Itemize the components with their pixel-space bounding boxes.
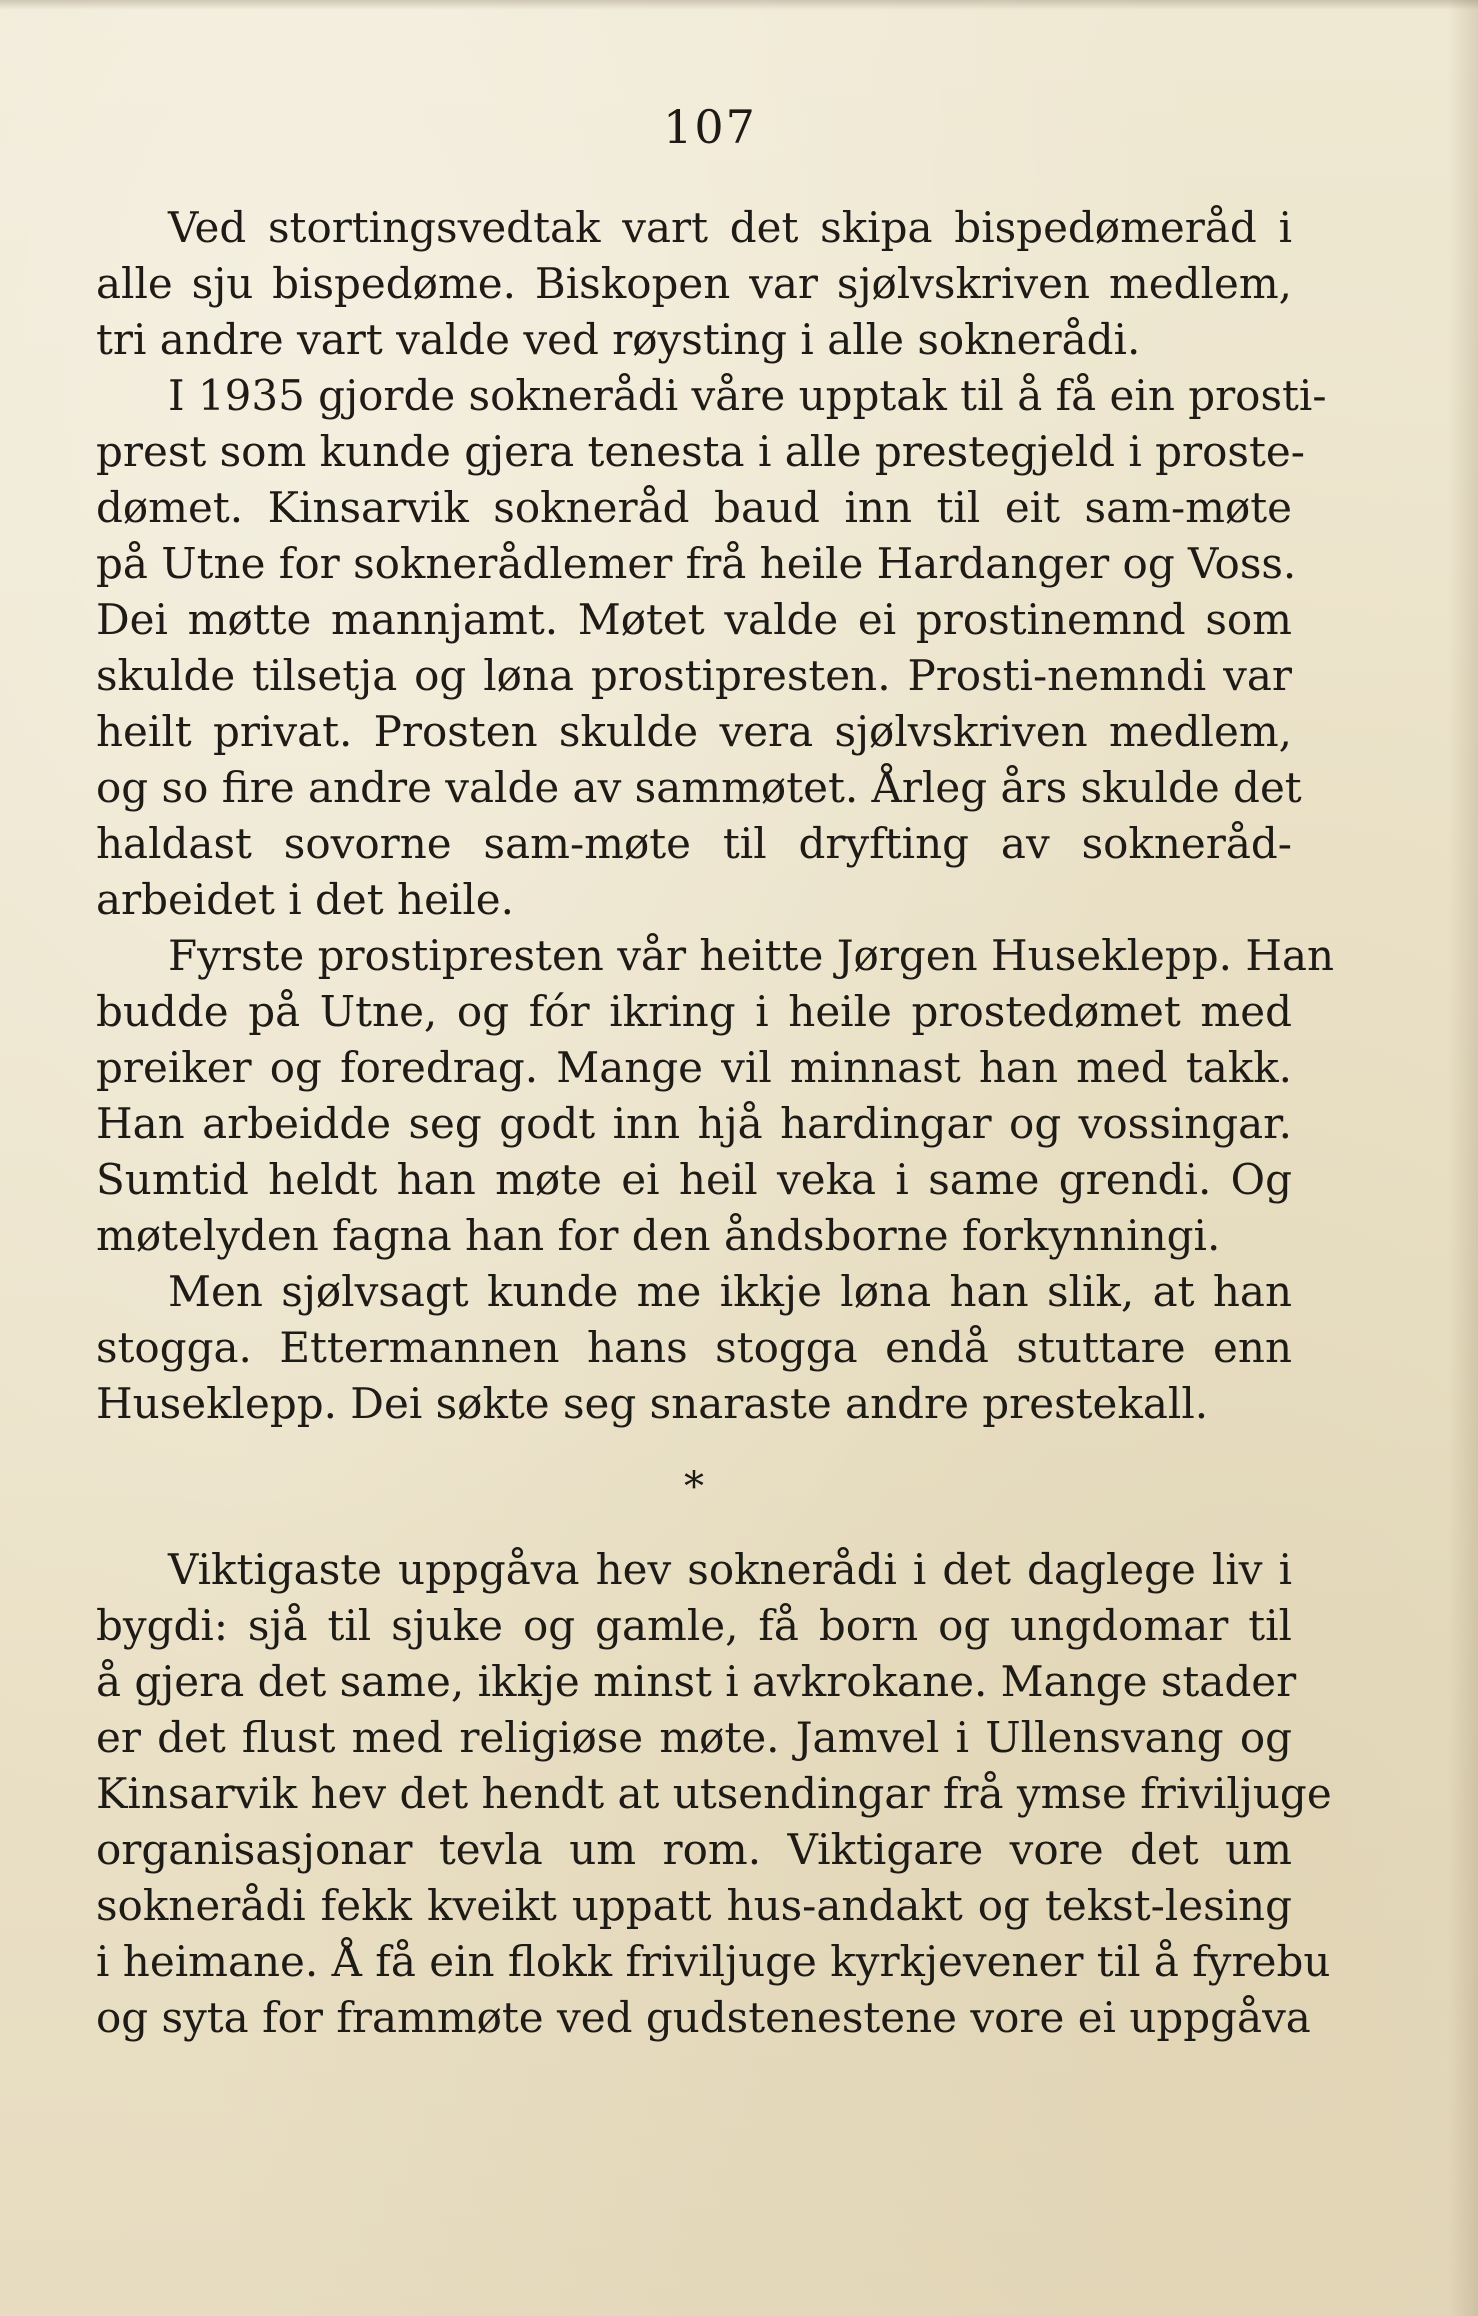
text-line: Han arbeidde seg godt inn hjå hardingar og vossingar. bbox=[96, 1099, 1292, 1148]
text-line: heilt privat. Prosten skulde vera sjølvskriven medlem, bbox=[96, 707, 1292, 756]
text-line: møtelyden fagna han for den åndsborne forkynningi. bbox=[96, 1211, 1221, 1260]
section-separator: * bbox=[684, 1464, 704, 1510]
text-line: I 1935 gjorde soknerådi våre upptak til å få ein prosti- bbox=[168, 371, 1327, 420]
text-line: tri andre vart valde ved røysting i alle soknerådi. bbox=[96, 315, 1141, 364]
text-line: Viktigaste uppgåva hev soknerådi i det daglege liv i bbox=[168, 1545, 1292, 1594]
text-line: Dei møtte mannjamt. Møtet valde ei prostinemnd som bbox=[96, 595, 1292, 644]
text-line: og so fire andre valde av sammøtet. Årleg års skulde det bbox=[96, 763, 1302, 812]
text-line: haldast sovorne sam-møte til dryfting av sokneråd- bbox=[96, 819, 1292, 868]
text-line: soknerådi fekk kveikt uppatt hus-andakt og tekst-lesing bbox=[96, 1881, 1292, 1930]
text-line: Sumtid heldt han møte ei heil veka i same grendi. Og bbox=[96, 1155, 1292, 1204]
text-line: arbeidet i det heile. bbox=[96, 875, 514, 924]
text-line: prest som kunde gjera tenesta i alle prestegjeld i proste- bbox=[96, 427, 1305, 476]
text-line: Men sjølvsagt kunde me ikkje løna han slik, at han bbox=[168, 1267, 1292, 1316]
page-top-shadow bbox=[0, 0, 1478, 10]
text-line: organisasjonar tevla um rom. Viktigare vore det um bbox=[96, 1825, 1292, 1874]
text-line: skulde tilsetja og løna prostipresten. Prosti-nemndi var bbox=[96, 651, 1292, 700]
text-line: på Utne for soknerådlemer frå heile Hardanger og Voss. bbox=[96, 539, 1297, 588]
text-line: er det flust med religiøse møte. Jamvel i Ullensvang og bbox=[96, 1713, 1292, 1762]
body-text bbox=[96, 200, 1335, 2046]
text-line: dømet. Kinsarvik sokneråd baud inn til eit sam-møte bbox=[96, 483, 1292, 532]
text-line: i heimane. Å få ein flokk friviljuge kyrkjevener til å fyrebu bbox=[96, 1937, 1331, 1986]
page-right-shadow bbox=[1448, 0, 1478, 2316]
text-line: budde på Utne, og fór ikring i heile prostedømet med bbox=[96, 987, 1292, 1036]
text-line: og syta for frammøte ved gudstenestene vore ei uppgåva bbox=[96, 1993, 1311, 2042]
page-number: 107 bbox=[663, 100, 757, 154]
text-line: Huseklepp. Dei søkte seg snaraste andre prestekall. bbox=[96, 1379, 1209, 1428]
text-line: Ved stortingsvedtak vart det skipa bispedømeråd i bbox=[168, 203, 1292, 252]
text-line: bygdi: sjå til sjuke og gamle, få born og ungdomar til bbox=[96, 1601, 1292, 1650]
text-line: stogga. Ettermannen hans stogga endå stuttare enn bbox=[96, 1323, 1292, 1372]
text-line: preiker og foredrag. Mange vil minnast han med takk. bbox=[96, 1043, 1292, 1092]
text-line: Fyrste prostipresten vår heitte Jørgen Huseklepp. Han bbox=[168, 931, 1335, 980]
text-line: å gjera det same, ikkje minst i avkrokane. Mange stader bbox=[96, 1657, 1297, 1706]
text-line: alle sju bispedøme. Biskopen var sjølvskriven medlem, bbox=[96, 259, 1292, 308]
text-line: Kinsarvik hev det hendt at utsendingar frå ymse friviljuge bbox=[96, 1769, 1332, 1818]
